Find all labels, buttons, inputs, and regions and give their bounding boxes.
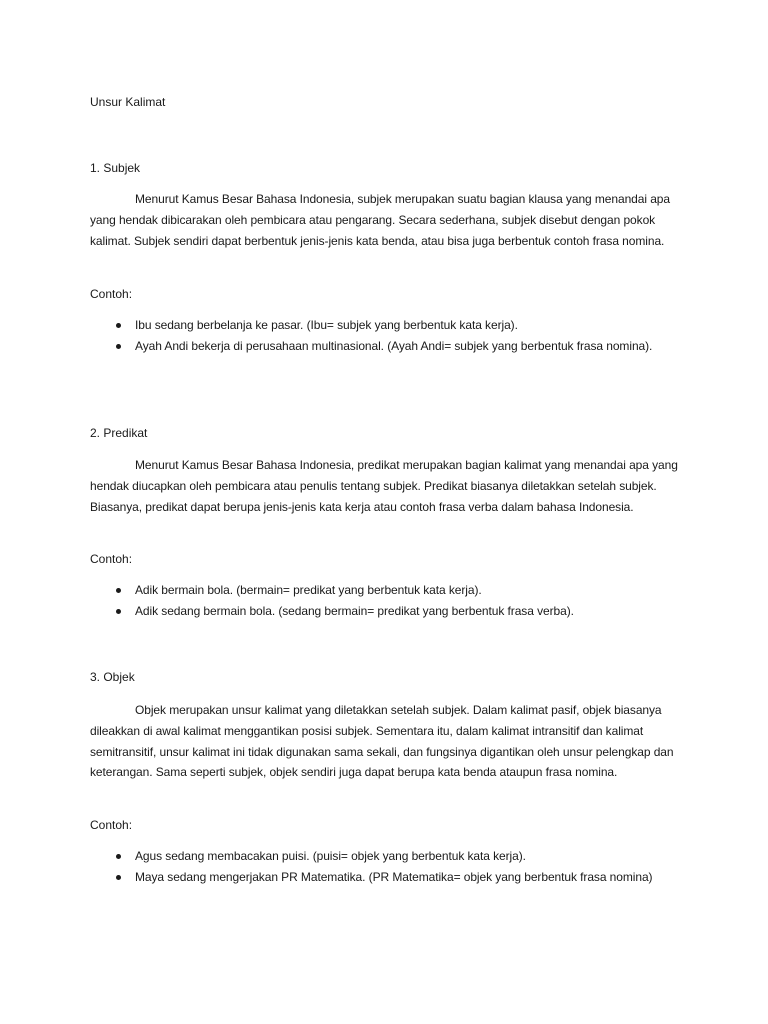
example-item xyxy=(90,846,698,867)
section-objek xyxy=(90,670,700,910)
example-list xyxy=(90,315,698,357)
section-paragraph: Objek merupakan unsur kalimat yang diletakkan setelah subjek. Dalam kalimat pasif, objek biasanya dileakkan di awal kalimat menggantikan posisi subjek. Sementara itu, dalam kalimat intransitif dan kalimat semitransitif, unsur kalimat ini tidak digunakan sama sekali, dan fungsinya digantikan oleh unsur pelengkap dan keterangan. Sama seperti subjek, objek sendiri juga dapat berupa kata benda ataupun frasa nomina. xyxy=(90,703,674,780)
section-heading: 2. Predikat xyxy=(90,426,148,440)
bullet-icon xyxy=(116,344,121,349)
contoh-label: Contoh: xyxy=(90,818,133,832)
section-paragraph: Menurut Kamus Besar Bahasa Indonesia, subjek merupakan suatu bagian klausa yang menandai apa yang hendak dibicarakan oleh pembicara atau pengarang. Secara sederhana, subjek disebut dengan pokok kalimat. Subjek sendiri dapat berbentuk jenis-jenis kata benda, atau bisa juga berbentuk contoh frasa nomina. xyxy=(90,192,670,248)
example-text: Ibu sedang berbelanja ke pasar. (Ibu= subjek yang berbentuk kata kerja). xyxy=(135,318,518,332)
section-heading: 1. Subjek xyxy=(90,161,141,175)
bullet-icon xyxy=(116,609,121,614)
section-paragraph: Menurut Kamus Besar Bahasa Indonesia, predikat merupakan bagian kalimat yang menandai apa yang hendak diucapkan oleh pembicara atau penulis tentang subjek. Predikat biasanya diletakkan setelah subjek. Biasanya, predikat dapat berupa jenis-jenis kata kerja atau contoh frasa verba dalam bahasa Indonesia. xyxy=(90,458,678,514)
example-list xyxy=(90,846,698,888)
bullet-icon xyxy=(116,323,121,328)
section-predikat xyxy=(90,426,700,626)
example-text: Maya sedang mengerjakan PR Matematika. (PR Matematika= objek yang berbentuk frasa nomina) xyxy=(135,869,653,884)
example-list xyxy=(90,580,698,622)
section-heading: 3. Objek xyxy=(90,670,135,684)
contoh-label: Contoh: xyxy=(90,287,133,301)
example-item xyxy=(90,867,698,888)
document-title: Unsur Kalimat xyxy=(90,95,166,109)
bullet-icon xyxy=(116,588,121,593)
bullet-icon xyxy=(116,875,121,880)
section-subjek xyxy=(90,161,700,381)
bullet-icon xyxy=(116,854,121,859)
example-text: Ayah Andi bekerja di perusahaan multinasional. (Ayah Andi= subjek yang berbentuk frasa nomina). xyxy=(135,338,653,353)
example-text: Adik sedang bermain bola. (sedang bermain= predikat yang berbentuk frasa verba). xyxy=(135,603,574,618)
example-item xyxy=(90,336,698,357)
example-text: Adik bermain bola. (bermain= predikat yang berbentuk kata kerja). xyxy=(135,583,482,597)
example-item xyxy=(90,601,698,622)
contoh-label: Contoh: xyxy=(90,552,133,566)
example-text: Agus sedang membacakan puisi. (puisi= objek yang berbentuk kata kerja). xyxy=(135,849,526,863)
example-item xyxy=(90,315,698,336)
example-item xyxy=(90,580,698,601)
